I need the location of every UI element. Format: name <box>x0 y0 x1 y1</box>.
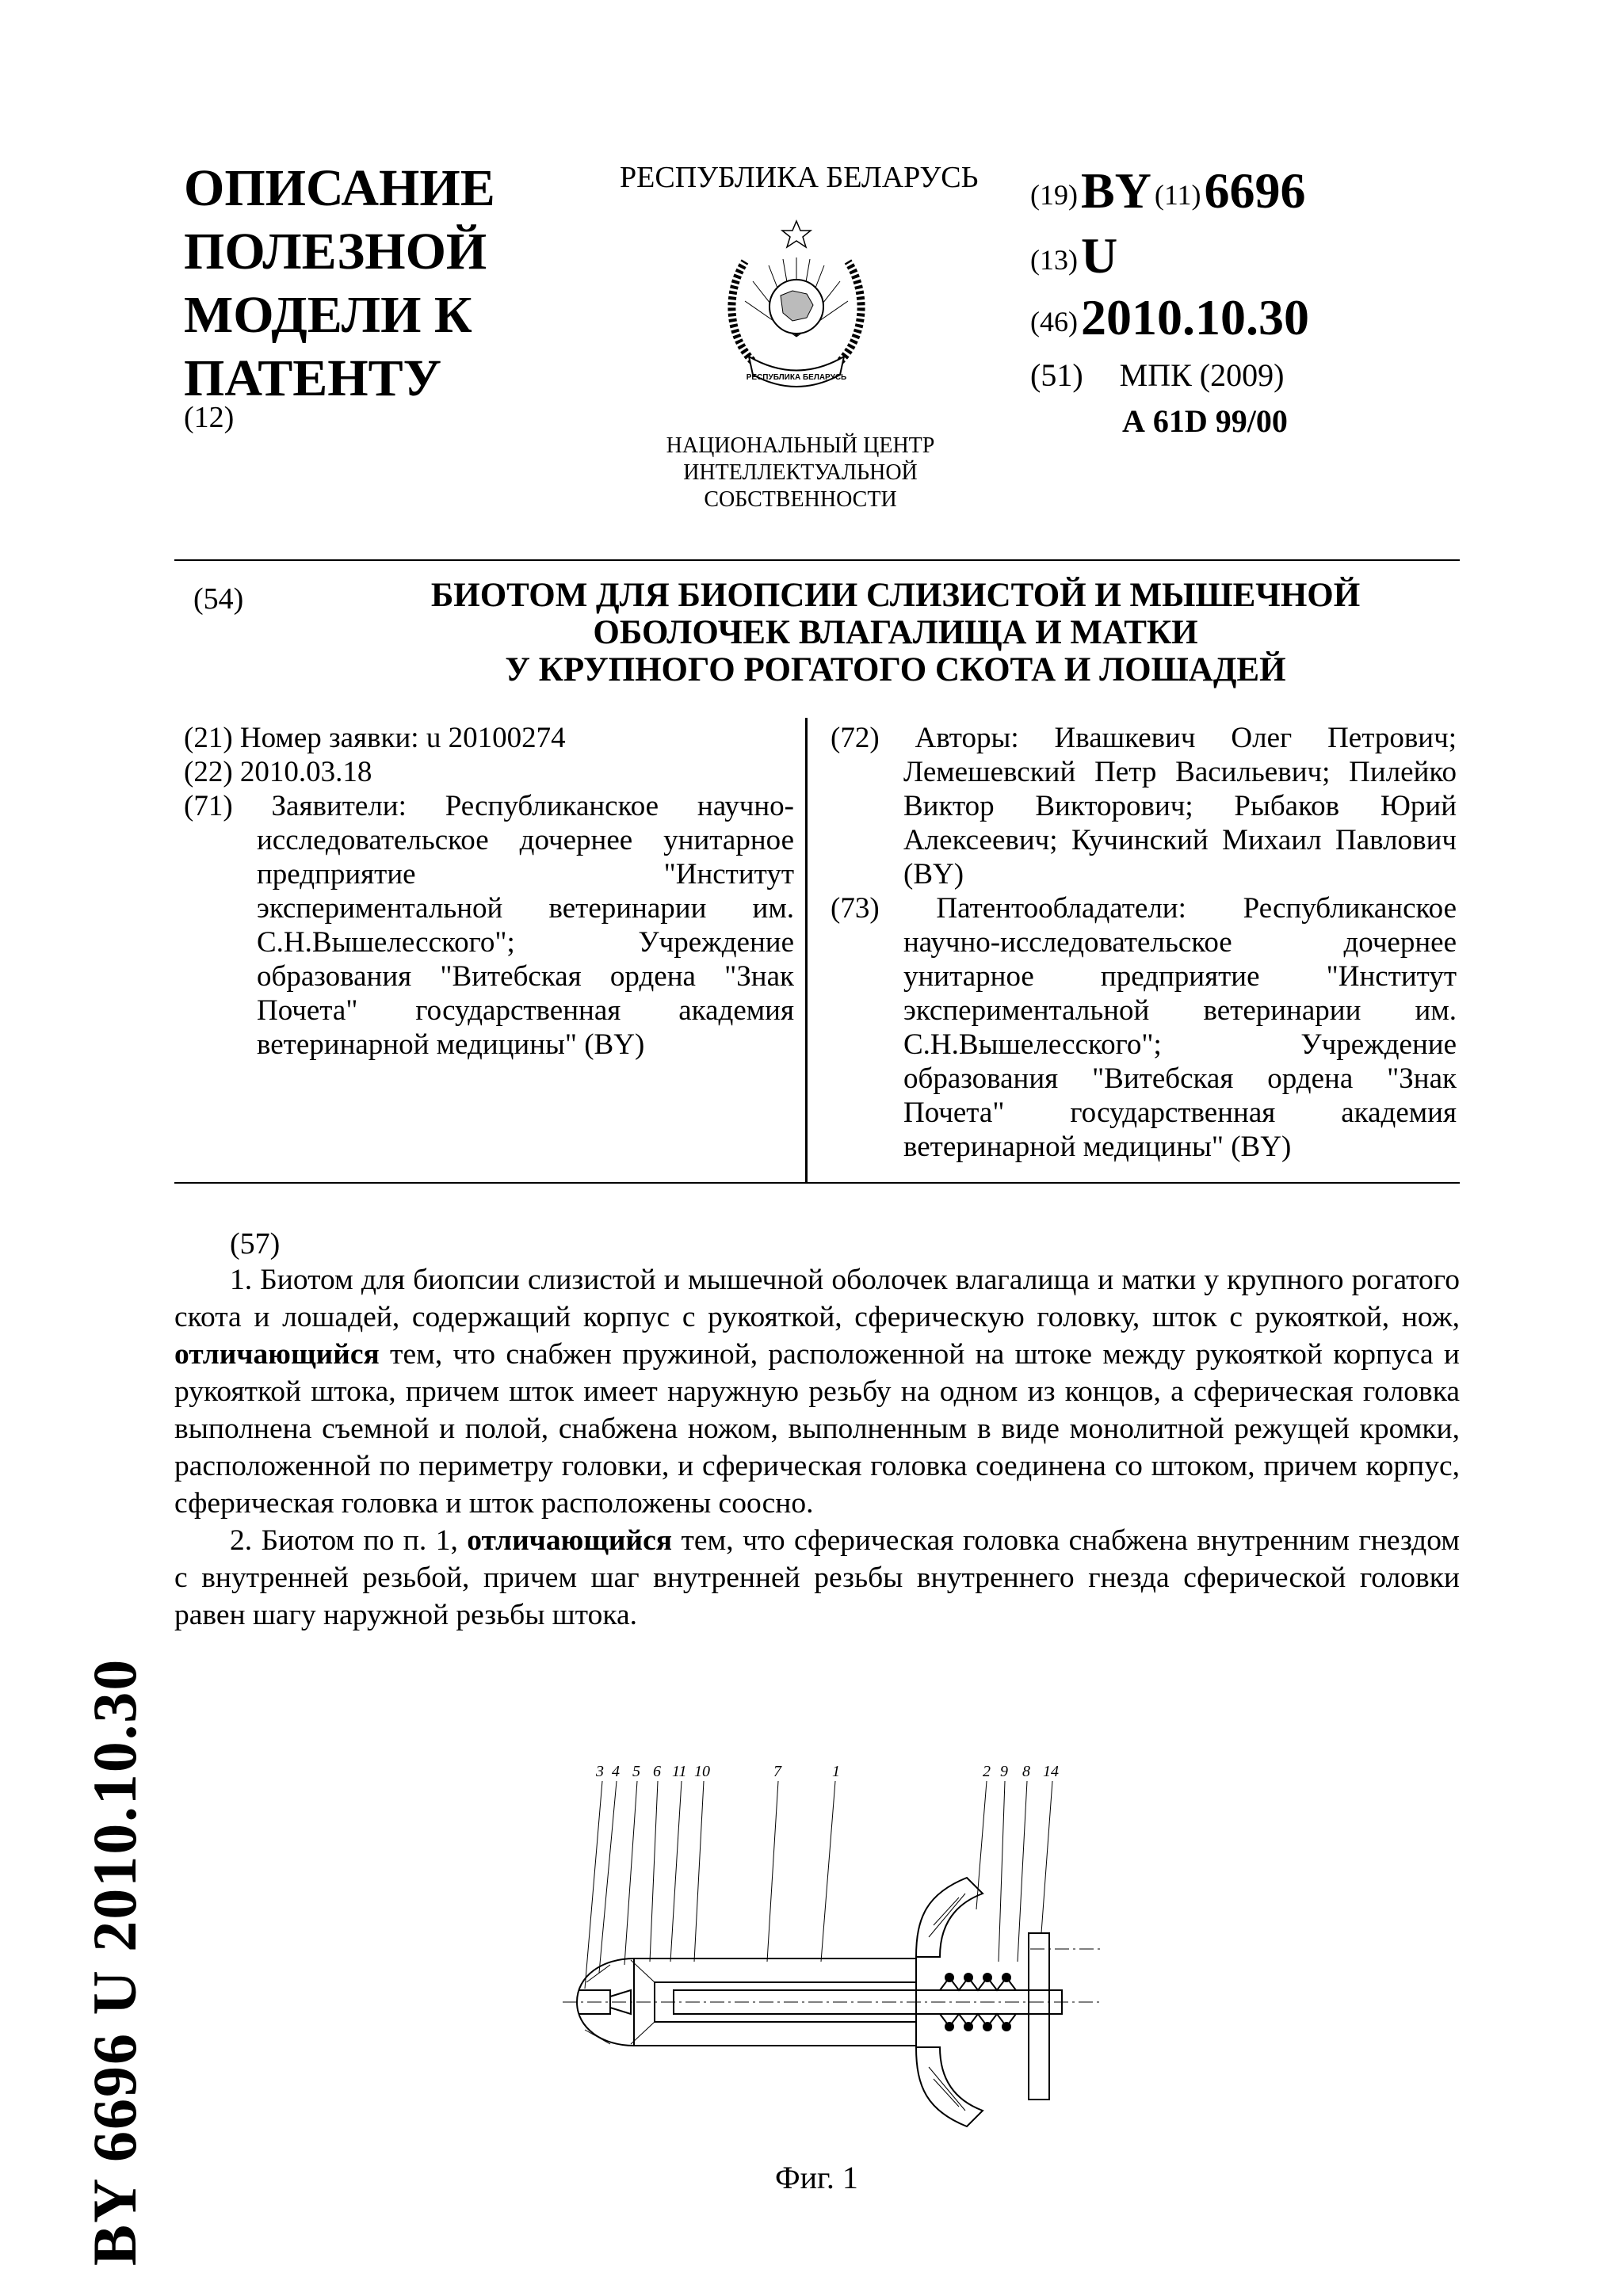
figure-label: 6 <box>653 1763 661 1780</box>
figure-label: 10 <box>694 1763 710 1780</box>
application-number: (21) Номер заявки: u 20100274 <box>184 722 566 754</box>
claims-text <box>174 1261 1460 1634</box>
document-kind: U <box>1080 227 1118 284</box>
inid-code-19: (19) <box>1030 179 1078 211</box>
claim-text: 1. Биотом для биопсии слизистой и мышечной оболочек влагалища и матки у крупного рогатого скота и лошадей, содержащий корпус с рукояткой, сферическую головку, шток с рукояткой, нож, <box>174 1264 1460 1333</box>
figure-label: 4 <box>612 1763 620 1780</box>
document-type-line: МОДЕЛИ К <box>184 286 472 344</box>
document-type-title <box>184 157 495 410</box>
figure-label: 3 <box>596 1763 604 1780</box>
country-name: РЕСПУБЛИКА БЕЛАРУСЬ <box>620 161 979 194</box>
claim-2 <box>174 1522 1460 1634</box>
publication-date: 2010.10.30 <box>1080 289 1309 345</box>
figure-label: 7 <box>773 1763 781 1780</box>
claim-text: тем, что сферическая головка снабжена внутренним гнездом с внутренней резьбой, причем шаг внутренней резьбы внутреннего гнезда сферической головки равен шагу наружной резьбы штока. <box>174 1524 1461 1631</box>
document-type-line: ПОЛЕЗНОЙ <box>184 223 487 280</box>
patent-office-name <box>610 433 991 513</box>
state-emblem-icon <box>713 218 880 408</box>
patent-number: 6696 <box>1204 162 1306 219</box>
column-divider <box>805 718 808 1182</box>
figure-label: 14 <box>1043 1763 1059 1780</box>
claim-text: тем, что снабжен пружиной, расположенной на штоке между рукояткой корпуса и рукояткой штока, причем шток имеет наружную резьбу на одном из концов, а сферическая головка выполнена съемной и полой, снабжена ножом, выполненным в виде монолитной режущей кромки, расположенной по периметру головки, и сферическая головка соединена со штоком, причем корпус, сферическая головка и шток расположены соосно. <box>174 1338 1460 1520</box>
divider <box>174 1182 1460 1184</box>
figure-label: 2 <box>983 1763 991 1780</box>
publication-date-line <box>1030 288 1309 347</box>
emblem-ribbon-text: РЕСПУБЛИКА БЕЛАРУСЬ <box>746 373 847 382</box>
invention-title <box>333 577 1458 688</box>
authors: (72) Авторы: Ивашкевич Олег Петрович; Лемешевский Петр Васильевич; Пилейко Виктор Викторович; Рыбаков Юрий Алексеевич; Кучинский Михаил Павлович (BY) <box>831 722 1457 891</box>
title-line: У КРУПНОГО РОГАТОГО СКОТА И ЛОШАДЕЙ <box>505 651 1286 688</box>
inid-code-12: (12) <box>184 401 235 434</box>
kind-line <box>1030 227 1117 285</box>
technical-drawing <box>555 1735 1109 2139</box>
figure-caption: Фиг. 1 <box>775 2160 858 2195</box>
office-line: НАЦИОНАЛЬНЫЙ ЦЕНТР <box>666 433 935 458</box>
biblio-right-column <box>831 721 1457 1164</box>
biblio-left-column <box>184 721 794 1062</box>
figure-label: 9 <box>1000 1763 1008 1780</box>
applicants: (71) Заявители: Республиканское научно-исследовательское дочернее унитарное предприятие "Институт экспериментальной ветеринарии им. С.Н.Вышелесского"; Учреждение образования "Витебская ордена "Знак Почета" государственная академия ветеринарной медицины" (BY) <box>184 790 794 1061</box>
document-type-line: ПАТЕНТУ <box>184 349 442 407</box>
claim-text: 2. Биотом по п. 1, <box>230 1524 468 1557</box>
office-line: СОБСТВЕННОСТИ <box>704 487 897 512</box>
claim-keyword: отличающийся <box>467 1524 673 1557</box>
ipc-edition: МПК (2009) <box>1119 357 1285 393</box>
country-code: BY <box>1080 162 1151 219</box>
figure-label: 1 <box>832 1763 840 1780</box>
inid-code-57: (57) <box>230 1227 281 1261</box>
figure-label: 11 <box>672 1763 687 1780</box>
office-line: ИНТЕЛЛЕКТУАЛЬНОЙ <box>683 460 918 485</box>
inid-code-51: (51) <box>1030 357 1083 393</box>
classification-line <box>1030 357 1284 394</box>
inid-code-46: (46) <box>1030 306 1078 338</box>
figure-label: 8 <box>1022 1763 1030 1780</box>
claim-keyword: отличающийся <box>174 1338 380 1371</box>
inid-code-11: (11) <box>1154 179 1201 211</box>
publication-number-line <box>1030 162 1306 220</box>
claim-1 <box>174 1261 1460 1522</box>
title-line: ОБОЛОЧЕК ВЛАГАЛИЩА И МАТКИ <box>593 614 1198 651</box>
ipc-class: А 61D 99/00 <box>1122 403 1288 439</box>
inid-code-54: (54) <box>193 582 244 616</box>
title-line: БИОТОМ ДЛЯ БИОПСИИ СЛИЗИСТОЙ И МЫШЕЧНОЙ <box>430 577 1361 614</box>
inid-code-13: (13) <box>1030 244 1078 276</box>
figure-label: 5 <box>632 1763 640 1780</box>
document-type-line: ОПИСАНИЕ <box>184 159 495 217</box>
patent-owners: (73) Патентообладатели: Республиканское научно-исследовательское дочернее унитарное предприятие "Институт экспериментальной ветеринарии им. С.Н.Вышелесского"; Учреждение образования "Витебская ордена "Знак Почета" государственная академия ветеринарной медицины" (BY) <box>831 892 1457 1163</box>
side-identifier: BY 6696 U 2010.10.30 <box>80 1657 149 2266</box>
filing-date: (22) 2010.03.18 <box>184 756 372 788</box>
divider <box>174 559 1460 561</box>
